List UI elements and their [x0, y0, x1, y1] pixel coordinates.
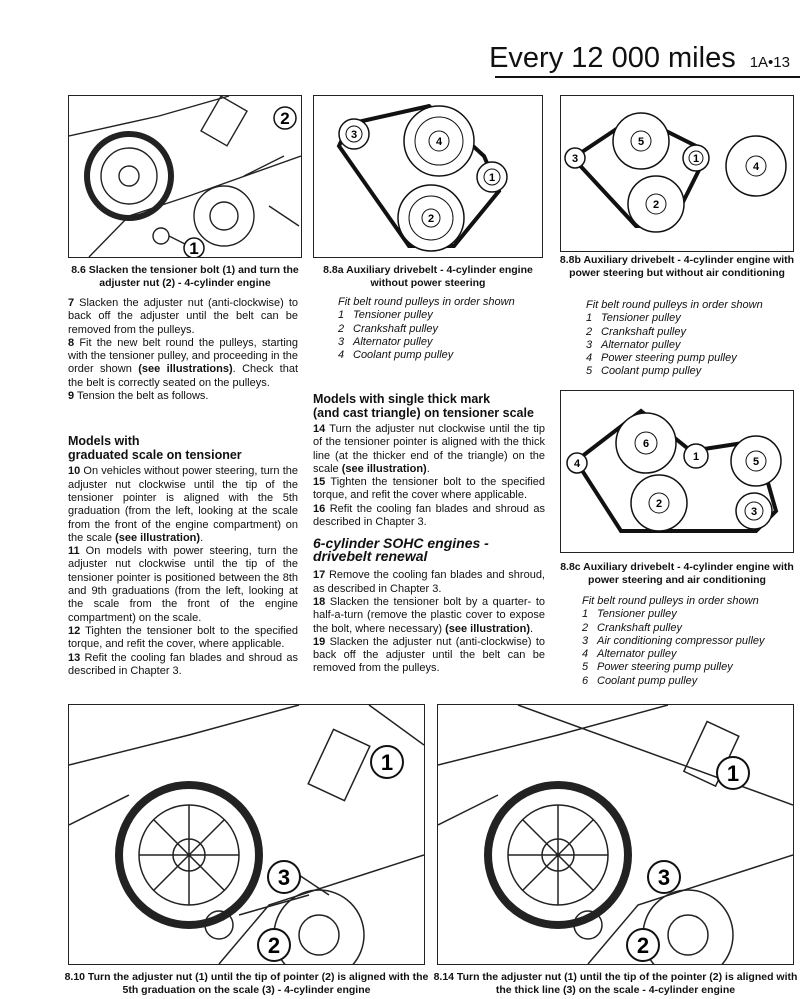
caption-8-14: 8.14 Turn the adjuster nut (1) until the tip of the pointer (2) is aligned with the thick line (3) on the scale - 4-cylinder engine — [433, 971, 798, 996]
step-7: 7 Slacken the adjuster nut (anti-clockwise) to back off the adjuster until the belt can be removed from the pulleys. — [68, 297, 298, 336]
section-title: 6-cylinder SOHC engines - drivebelt renewal — [313, 535, 489, 565]
pulley-label-3: 3 — [350, 129, 358, 141]
step-12: 12 Tighten the tensioner bolt to the specified torque, and refit the cover, where applicable. — [68, 624, 298, 651]
figure-8-14 — [437, 704, 794, 965]
pulley-label-5: 5 — [637, 136, 645, 148]
header-title: Every 12 000 miles — [489, 42, 736, 74]
figure-8-8c — [560, 390, 794, 553]
list-intro: Fit belt round pulleys in order shown — [338, 296, 515, 308]
step-9: 9 Tension the belt as follows. — [68, 390, 209, 403]
pulley-list-8-8c — [582, 595, 797, 688]
callout-3: 3 — [277, 865, 291, 890]
step-8: 8 Fit the new belt round the pulleys, starting with the tensioner pulley, and proceeding in the order shown (see illustrations). Check that the belt is correctly seated on the pulleys. — [68, 336, 299, 389]
left-column — [68, 297, 298, 678]
caption-8-8c: 8.8c Auxiliary drivebelt - 4-cylinder engine with power steering and air conditioning — [560, 561, 794, 586]
list-item: 4 Coolant pump pulley — [338, 349, 454, 362]
pulley-label-2: 2 — [655, 498, 663, 510]
list-item: 1 Tensioner pulley — [586, 312, 681, 325]
list-item: 3 Air conditioning compressor pulley — [582, 634, 765, 647]
callout-3: 3 — [657, 865, 671, 890]
pulley-list-8-8a — [338, 296, 548, 362]
list-item: 5 Coolant pump pulley — [586, 365, 702, 378]
step-14: 14 Turn the adjuster nut clockwise until the tip of the tensioner pointer is aligned with the thick line (at the thicker end of the triangle) on the scale (see illustration). — [313, 423, 545, 475]
callout-1: 1 — [189, 239, 199, 257]
step-13: 13 Refit the cooling fan blades and shroud as described in Chapter 3. — [68, 651, 298, 677]
caption-8-10: 8.10 Turn the adjuster nut (1) until the tip of pointer (2) is aligned with the 5th graduation on the scale (3) - 4-cylinder engine — [64, 971, 429, 996]
list-item: 4 Power steering pump pulley — [586, 352, 737, 365]
belt-diagram — [314, 96, 542, 257]
step-18: 18 Slacken the tensioner bolt by a quarter- to half-a-turn (remove the plastic cover to expose the bolt, where necessary) (see illustration). — [313, 595, 545, 635]
step-16: 16 Refit the cooling fan blades and shroud as described in Chapter 3. — [313, 502, 545, 529]
list-item: 5 Power steering pump pulley — [582, 661, 733, 674]
list-intro: Fit belt round pulleys in order shown — [586, 299, 763, 311]
pulley-label-2: 2 — [652, 199, 660, 211]
pulley-list-8-8b — [586, 299, 796, 379]
header-rule — [495, 76, 800, 78]
list-intro: Fit belt round pulleys in order shown — [582, 595, 759, 607]
pulley-label-4: 4 — [573, 458, 581, 470]
callout-1: 1 — [380, 750, 394, 775]
pulley-label-5: 5 — [752, 456, 760, 468]
section-heading: Models with single thick mark (and cast triangle) on tensioner scale — [313, 392, 534, 420]
pulley-label-4: 4 — [752, 161, 760, 173]
list-item: 2 Crankshaft pulley — [338, 322, 438, 335]
list-item: 4 Alternator pulley — [582, 648, 677, 661]
caption-8-6: 8.6 Slacken the tensioner bolt (1) and turn the adjuster nut (2) - 4-cylinder engine — [71, 264, 299, 289]
caption-8-8b: 8.8b Auxiliary drivebelt - 4-cylinder engine with power steering but without air conditioning — [559, 254, 795, 279]
pulley-label-3: 3 — [750, 506, 758, 518]
step-19: 19 Slacken the adjuster nut (anti-clockwise) to back off the adjuster until the belt can be removed from the pulleys. — [313, 635, 545, 675]
belt-diagram — [561, 391, 793, 552]
pulley-label-3: 3 — [571, 153, 579, 165]
section-heading: Models with graduated scale on tensioner — [68, 434, 242, 463]
list-item: 6 Coolant pump pulley — [582, 674, 698, 687]
running-header — [489, 42, 790, 75]
pulley-label-1: 1 — [692, 153, 700, 165]
step-11: 11 On models with power steering, turn the adjuster nut clockwise until the tip of the tensioner pointer is positioned between the 8th and 9th graduations (from the left, looking at the scale from the front of the engine compartment) on the scale. — [68, 545, 298, 624]
figure-8-8b — [560, 95, 794, 252]
step-10: 10 On vehicles without power steering, turn the adjuster nut clockwise until the tip of the tensioner pointer is aligned with the 5th graduation (from the left, looking at the scale from the front of the engine compartment) on the scale (see illustration). — [68, 465, 298, 544]
figure-8-6 — [68, 95, 302, 258]
pulley-label-1: 1 — [692, 451, 700, 463]
list-item: 3 Alternator pulley — [586, 338, 681, 351]
caption-8-8a: 8.8a Auxiliary drivebelt - 4-cylinder engine without power steering — [323, 264, 533, 289]
callout-1: 1 — [726, 761, 740, 786]
engine-illustration — [69, 96, 301, 257]
figure-8-10 — [68, 704, 425, 965]
step-15: 15 Tighten the tensioner bolt to the specified torque, and refit the cover where applicable. — [313, 476, 545, 502]
step-17: 17 Remove the cooling fan blades and shroud, as described in Chapter 3. — [313, 569, 545, 595]
pulley-label-2: 2 — [427, 213, 435, 225]
figure-8-8a — [313, 95, 543, 258]
engine-illustration — [69, 705, 424, 964]
list-item: 3 Alternator pulley — [338, 335, 433, 348]
pulley-label-4: 4 — [435, 136, 443, 148]
list-item: 2 Crankshaft pulley — [586, 325, 686, 338]
callout-2: 2 — [636, 933, 650, 958]
pulley-label-1: 1 — [488, 172, 496, 184]
engine-illustration — [438, 705, 793, 964]
page-number: 1A•13 — [749, 54, 790, 71]
list-item: 1 Tensioner pulley — [338, 309, 433, 322]
list-item: 2 Crankshaft pulley — [582, 621, 682, 634]
middle-column — [313, 392, 545, 676]
belt-diagram — [561, 96, 793, 251]
pulley-label-6: 6 — [642, 438, 650, 450]
callout-2: 2 — [280, 109, 290, 128]
list-item: 1 Tensioner pulley — [582, 608, 677, 621]
callout-2: 2 — [267, 933, 281, 958]
